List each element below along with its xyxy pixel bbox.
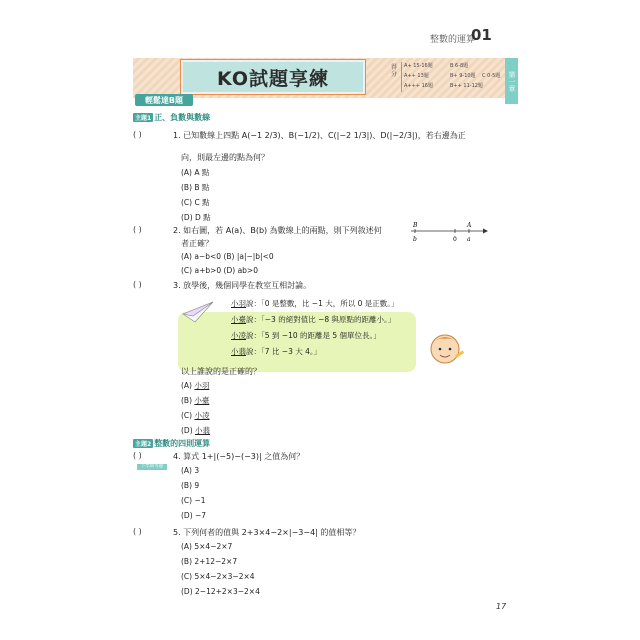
question-3-prompt: 以上誰說的是正確的？	[181, 367, 261, 376]
label-zero: 0	[453, 236, 457, 243]
option-a: (A) A 點	[181, 168, 210, 177]
question-4-text: 4. 算式 1+|(−5)−(−3)| 之值為何？	[173, 452, 305, 461]
label-A: A	[467, 222, 472, 229]
score-cell: B++ 11-12題	[450, 83, 483, 89]
score-cell: A++ 13題	[404, 73, 429, 79]
speech-text: 說：「0 是整數，比 −1 大，所以 0 是正數。」	[246, 299, 399, 308]
question-3-text: 3. 放學後，幾個同學在教室互相討論。	[173, 281, 312, 290]
option-c: (C) −1	[181, 496, 206, 505]
question-5-text: 5. 下列何者的值與 2+3×4−2×|−3−4| 的值相等？	[173, 528, 361, 537]
score-cell: B 6-8題	[450, 63, 469, 69]
option-d: (D) D 點	[181, 213, 211, 222]
speech-text: 說：「7 比 −3 大 4。」	[246, 347, 322, 356]
topic-label: 正、負數與數線	[154, 113, 211, 122]
option-b: (B) 小臺	[181, 396, 210, 405]
option-c: (C) C 點	[181, 198, 210, 207]
option-a: (A) 3	[181, 466, 200, 475]
speaker-name: 小羽	[231, 299, 246, 308]
chapter-title: 整數的運算	[430, 35, 476, 45]
student-illustration	[425, 327, 465, 367]
answer-blank[interactable]: ( )	[133, 225, 142, 234]
label-a: a	[467, 236, 471, 243]
option-b: (B) 9	[181, 481, 200, 490]
question-1-text-cont: 向，則最左邊的點為何？	[181, 153, 269, 162]
score-label: 得分	[391, 64, 398, 78]
speaker-name: 小翡	[231, 347, 246, 356]
number-line-arrow	[483, 229, 488, 234]
option-d: (D) 2−12+2×3−2×4	[181, 587, 260, 596]
label-b: b	[413, 236, 417, 243]
section-heading: 輕鬆達B題	[135, 94, 193, 106]
speech-line-4	[231, 346, 321, 357]
speech-text: 說：「−3 的絕對值比 −8 與原點的距離小。」	[246, 315, 396, 324]
topic-2	[133, 438, 210, 449]
chapter-number: 01	[471, 26, 492, 44]
speech-line-2	[231, 314, 395, 325]
paper-plane-illustration	[181, 300, 215, 324]
score-cell: C 0-5題	[482, 73, 501, 79]
number-line-figure	[409, 220, 489, 246]
option-a: (A) 小羽	[181, 381, 210, 390]
answer-blank[interactable]: ( )	[133, 130, 142, 139]
banner-title-box	[181, 60, 365, 94]
side-tab: 第一章	[505, 58, 518, 104]
topic-1	[133, 112, 210, 123]
question-2-text-cont: 者正確？	[181, 239, 213, 248]
question-2-options-row1: (A) a−b<0 (B) |a|−|b|<0	[181, 252, 274, 261]
option-b: (B) B 點	[181, 183, 210, 192]
answer-blank[interactable]: ( )	[133, 527, 142, 536]
page-number: 17	[496, 602, 507, 611]
score-cell: A+ 15-16題	[404, 63, 433, 69]
banner-title: KO試題享練	[216, 67, 330, 90]
question-2-text: 2. 如右圖，若 A(a)、B(b) 為數線上的兩點，則下列敘述何	[173, 226, 382, 235]
topic-badge: 主題1	[135, 115, 152, 122]
exam-badge: 下學期考題	[137, 464, 167, 470]
option-a: (A) 5×4−2×7	[181, 542, 233, 551]
option-d: (D) 小翡	[181, 426, 211, 435]
document-page	[123, 22, 518, 632]
score-table	[401, 62, 506, 92]
option-c: (C) 5×4−2×3−2×4	[181, 572, 255, 581]
option-b: (B) 2+12−2×7	[181, 557, 238, 566]
answer-blank[interactable]: ( )	[133, 280, 142, 289]
banner	[133, 58, 505, 98]
option-c: (C) 小凌	[181, 411, 210, 420]
question-1-text: 1. 已知數線上四點 A(−1 2/3)、B(−1/2)、C(|−2 1/3|)、D(|−2/3|)，若右邊為正	[173, 131, 466, 140]
score-cell: A+++ 16題	[404, 83, 433, 89]
speech-text: 說：「5 到 −10 的距離是 5 個單位長。」	[246, 331, 381, 340]
topic-badge: 主題2	[135, 441, 152, 448]
score-cell: B+ 9-10題	[450, 73, 476, 79]
answer-blank[interactable]: ( )	[133, 451, 142, 460]
question-2-options-row2: (C) a+b>0 (D) ab>0	[181, 266, 258, 275]
speaker-name: 小凌	[231, 331, 246, 340]
speech-line-1	[231, 298, 399, 309]
label-B: B	[413, 222, 418, 229]
speech-line-3	[231, 330, 381, 341]
option-d: (D) −7	[181, 511, 207, 520]
topic-label: 整數的四則運算	[154, 439, 211, 448]
speaker-name: 小臺	[231, 315, 246, 324]
